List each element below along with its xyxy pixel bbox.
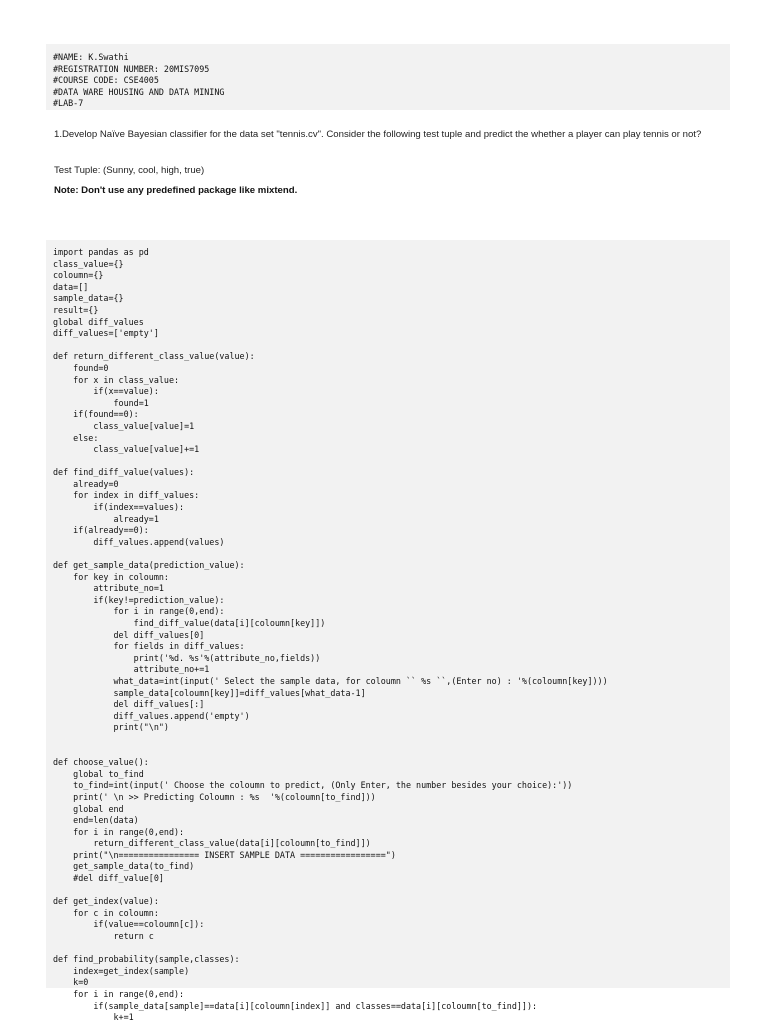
header-code-block	[46, 44, 730, 110]
main-code-block	[46, 240, 730, 1023]
note-text: Note: Don't use any predefined package like mixtend.	[54, 185, 298, 196]
test-tuple-text: Test Tuple: (Sunny, cool, high, true)	[54, 165, 205, 176]
main-code-text: import pandas as pd class_value={} coloumn={} data=[] sample_data={} result={} global diff_values diff_values=['empty'] def return_different_class_value(value): found=0 for x in class_value: if(x==value): found=1 if(found==0): class_value[value]=1 else: class_value[value]+=1 def find_diff_value(values): already=0 for index in diff_values: if(index==values): already=1 if(already==0): diff_values.append(values) def get_sample_data(prediction_value): for key in coloumn: attribute_no=1 if(key!=prediction_value): for i in range(0,end): find_diff_value(data[i][coloumn[key]]) del diff_values[0] for fields in diff_values: print('%d. %s'%(attribute_no,fields)) attribute_no+=1 what_data=int(input(' Select the sample data, for coloumn `` %s ``,(Enter no) : '%(coloumn[key]))) sample_data[coloumn[key]]=diff_values[what_data-1] del diff_values[:] diff_values.append('empty') print("\n") def choose_value(): global to_find to_find=int(input(' Choose the coloumn to predict, (Only Enter, the number besides your choice):')) print(' \n >> Predicting Coloumn : %s '%(coloumn[to_find])) global end end=len(data) for i in range(0,end): return_different_class_value(data[i][coloumn[to_find]]) print("\n================ INSERT SAMPLE DATA =================") get_sample_data(to_find) #del diff_value[0] def get_index(value): for c in coloumn: if(value==coloumn[c]): return c def find_probability(sample,classes): index=get_index(sample) k=0 for i in range(0,end): if(sample_data[sample]==data[i][coloumn[index]] and classes==data[i][coloumn[to_find]]): k+=1	[53, 247, 608, 1023]
header-code-text: #NAME: K.Swathi #REGISTRATION NUMBER: 20MIS7095 #COURSE CODE: CSE4005 #DATA WARE HOUSING AND DATA MINING #LAB-7	[53, 52, 225, 109]
question-text: 1.Develop Naïve Bayesian classifier for the data set "tennis.cv". Consider the following test tuple and predict the whether a player can play tennis or not?	[54, 129, 702, 140]
